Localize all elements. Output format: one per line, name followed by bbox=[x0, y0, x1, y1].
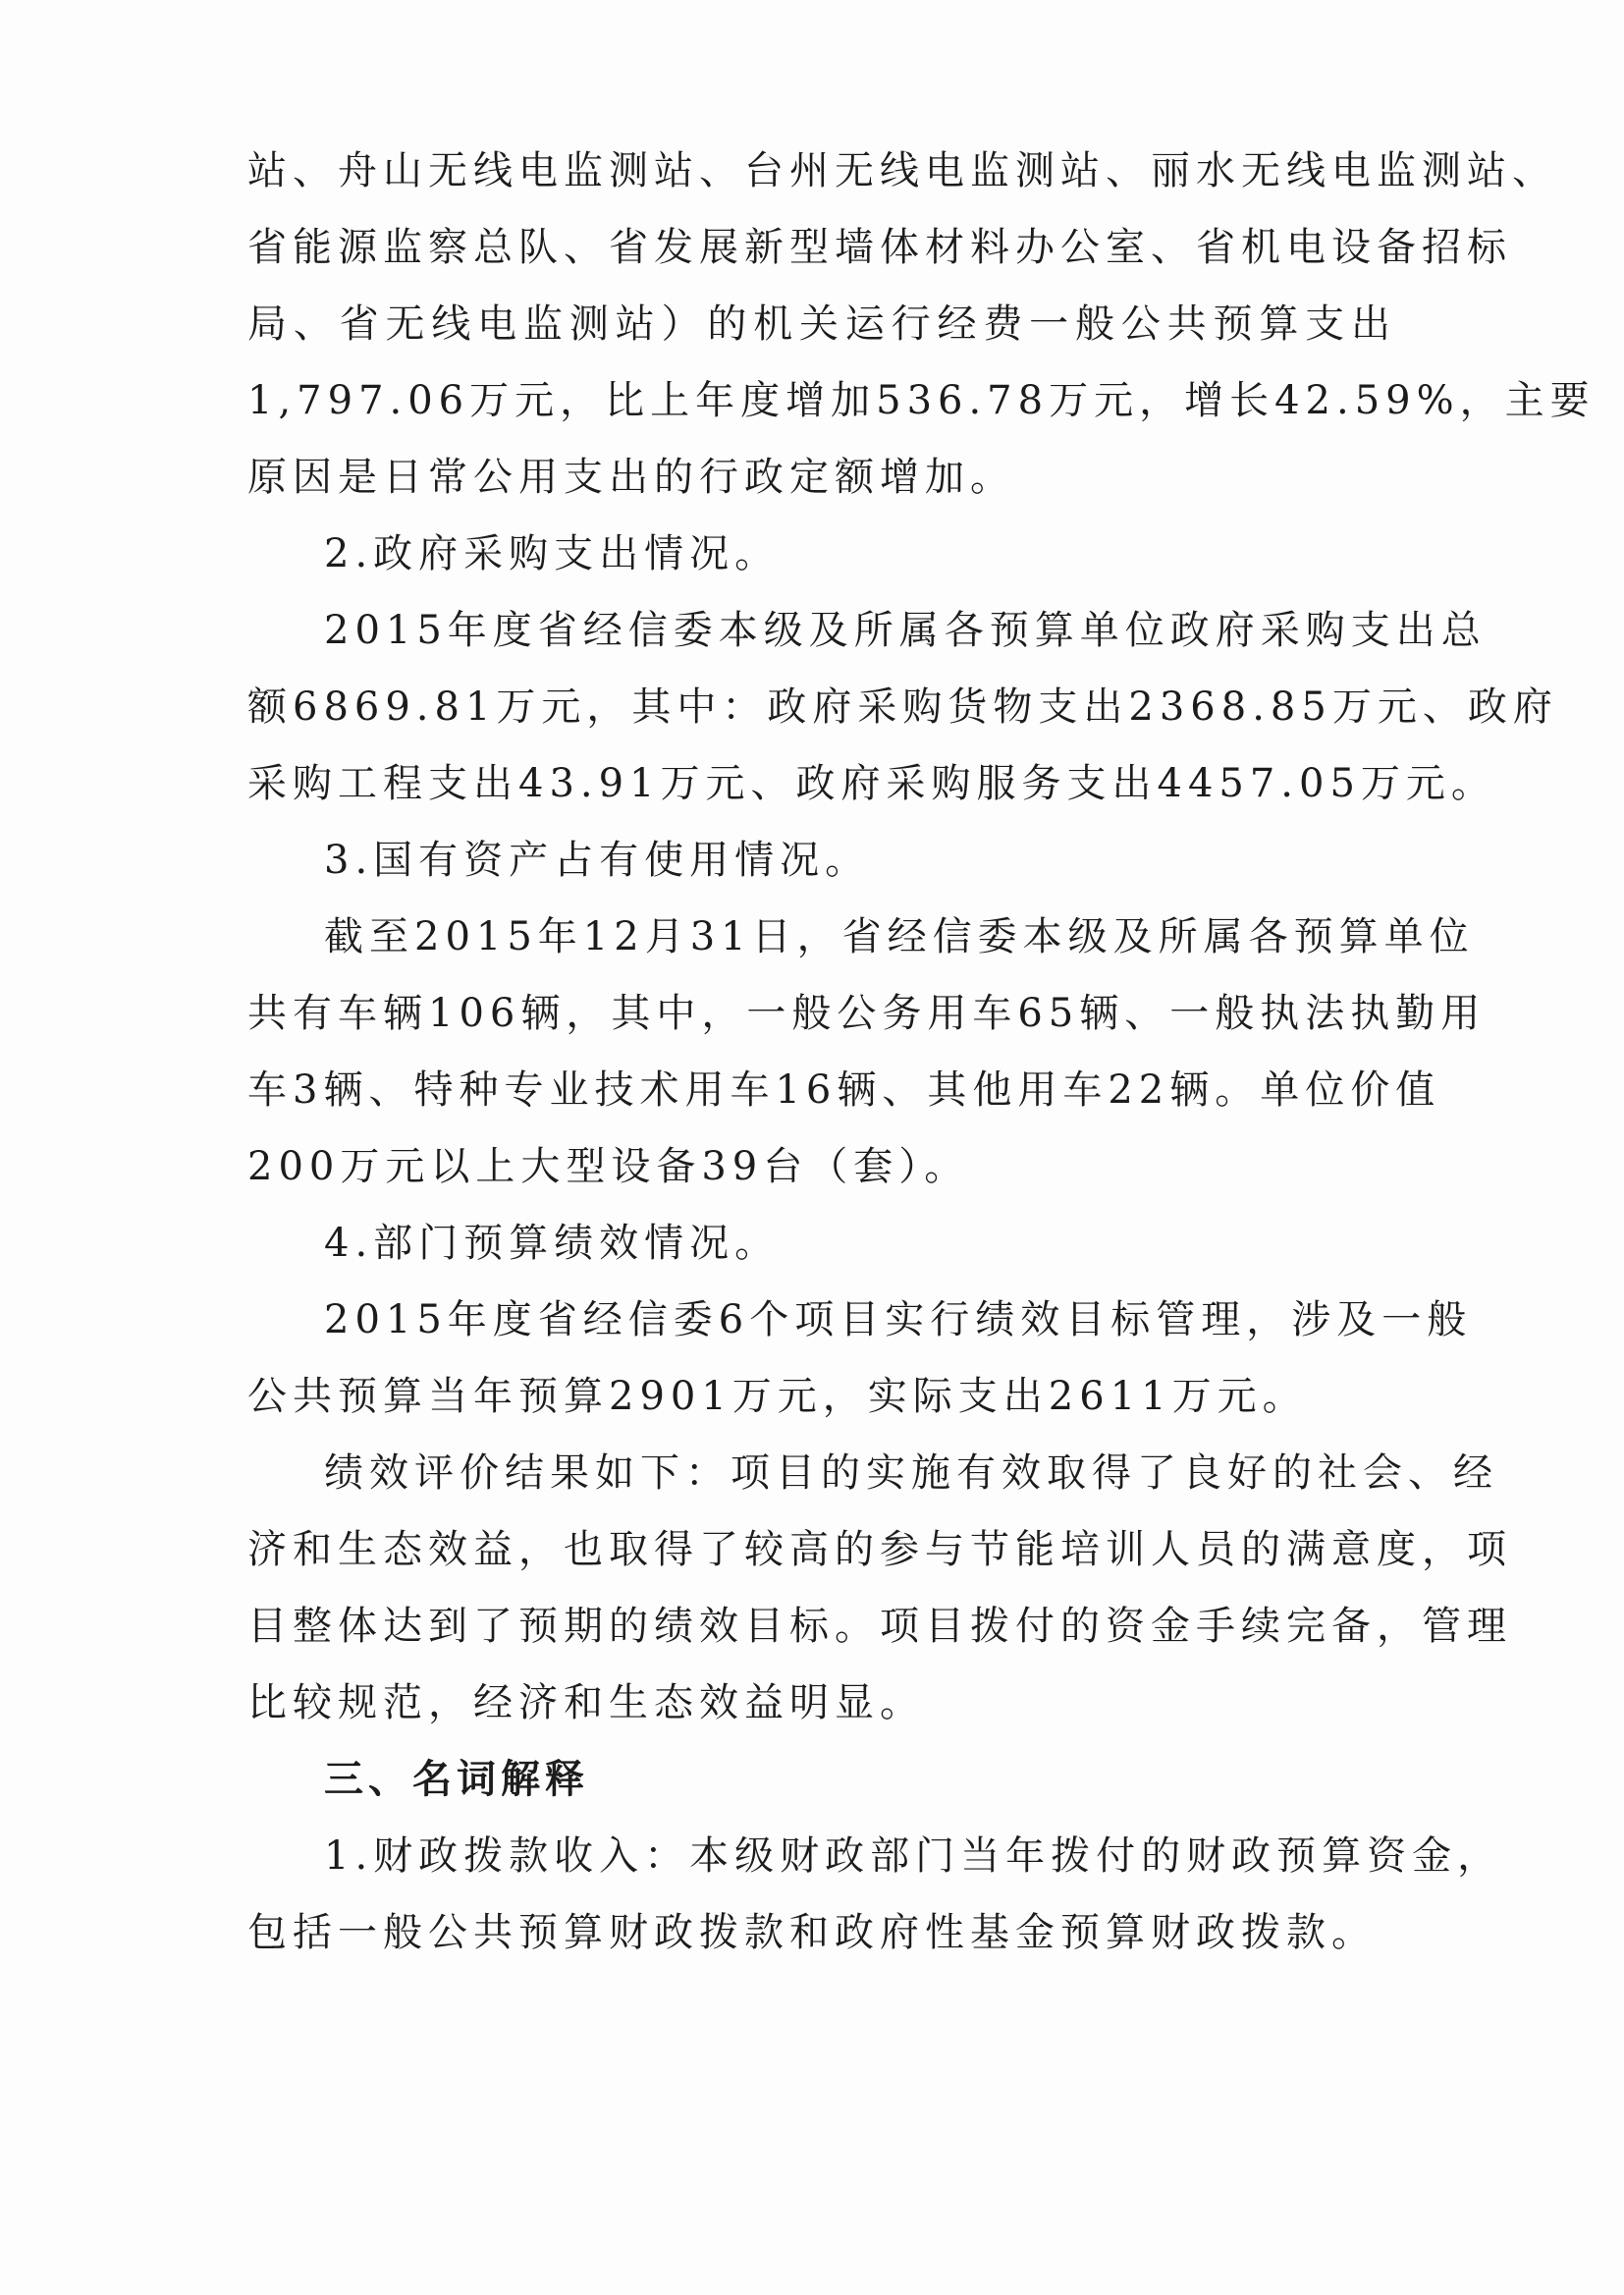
text-line: 省能源监察总队、省发展新型墙体材料办公室、省机电设备招标 bbox=[247, 225, 1512, 270]
text-line: 1.财政拨款收入：本级财政部门当年拨付的财政预算资金， bbox=[324, 1833, 1503, 1879]
text-line: 额6869.81万元，其中：政府采购货物支出2368.85万元、政府 bbox=[247, 684, 1558, 730]
text-line: 目整体达到了预期的绩效目标。项目拨付的资金手续完备，管理 bbox=[247, 1604, 1512, 1649]
chapter-heading: 三、名词解释 bbox=[324, 1756, 589, 1802]
text-line: 2015年度省经信委6个项目实行绩效目标管理，涉及一般 bbox=[324, 1297, 1473, 1342]
text-line: 济和生态效益，也取得了较高的参与节能培训人员的满意度，项 bbox=[247, 1527, 1512, 1572]
text-line: 局、省无线电监测站）的机关运行经费一般公共预算支出 bbox=[247, 301, 1396, 347]
text-line: 包括一般公共预算财政拨款和政府性基金预算财政拨款。 bbox=[247, 1910, 1377, 1955]
text-line: 原因是日常公用支出的行政定额增加。 bbox=[247, 455, 1015, 500]
text-line: 共有车辆106辆，其中，一般公务用车65辆、一般执法执勤用 bbox=[247, 991, 1487, 1036]
text-line: 1,797.06万元，比上年度增加536.78万元，增长42.59%，主要 bbox=[247, 378, 1596, 423]
section-heading: 3.国有资产占有使用情况。 bbox=[324, 838, 871, 883]
section-heading: 2.政府采购支出情况。 bbox=[324, 531, 781, 576]
section-heading: 4.部门预算绩效情况。 bbox=[324, 1221, 781, 1266]
text-line: 采购工程支出43.91万元、政府采购服务支出4457.05万元。 bbox=[247, 761, 1496, 806]
text-line: 车3辆、特种专业技术用车16辆、其他用车22辆。单位价值 bbox=[247, 1067, 1441, 1113]
text-line: 截至2015年12月31日，省经信委本级及所属各预算单位 bbox=[324, 914, 1475, 959]
text-line: 站、舟山无线电监测站、台州无线电监测站、丽水无线电监测站、 bbox=[247, 148, 1557, 193]
text-line: 公共预算当年预算2901万元，实际支出2611万元。 bbox=[247, 1374, 1308, 1419]
text-line: 200万元以上大型设备39台（套）。 bbox=[247, 1144, 970, 1189]
text-line: 绩效评价结果如下：项目的实施有效取得了良好的社会、经 bbox=[324, 1450, 1498, 1496]
text-line: 2015年度省经信委本级及所属各预算单位政府采购支出总 bbox=[324, 608, 1487, 653]
text-line: 比较规范，经济和生态效益明显。 bbox=[247, 1680, 925, 1725]
